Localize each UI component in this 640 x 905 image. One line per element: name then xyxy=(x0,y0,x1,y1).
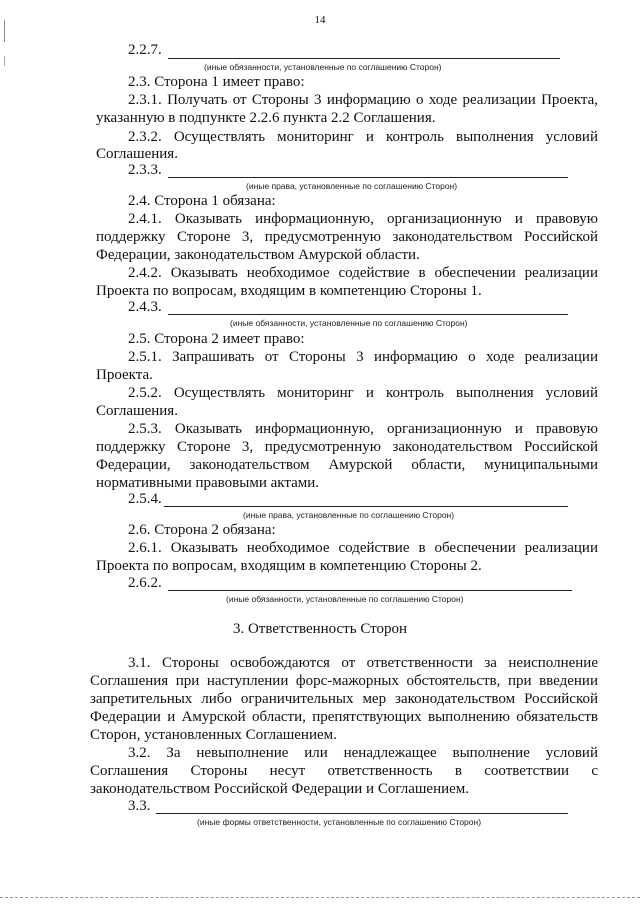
clause-2-5-3-cont: Федерации, законодательством Амурской области, муниципальными xyxy=(96,457,598,473)
page-number: 14 xyxy=(314,14,326,26)
clause-2-4: 2.4. Сторона 1 обязана: xyxy=(128,193,276,209)
clause-2-6-1: 2.6.1. Оказывать необходимое содействие в обеспечении реализации xyxy=(128,540,598,556)
fill-line xyxy=(168,177,568,178)
clause-3-1-cont: запретительных либо ограничительных мер законодательством Российской xyxy=(90,691,598,707)
clause-2-5-3-cont: нормативными правовыми актами. xyxy=(96,475,320,491)
clause-2-4-2: 2.4.2. Оказывать необходимое содействие в обеспечении реализации xyxy=(128,265,598,281)
fill-line xyxy=(168,590,572,591)
clause-2-5-1: 2.5.1. Запрашивать от Стороны 3 информацию о ходе реализации xyxy=(128,349,598,365)
clause-3-1: 3.1. Стороны освобождаются от ответственности за неисполнение xyxy=(128,655,598,671)
clause-2-5-1-cont: Проекта. xyxy=(96,367,153,383)
clause-2-5-2-cont: Соглашения. xyxy=(96,403,178,419)
clause-3-2: 3.2. За невыполнение или ненадлежащее выполнение условий xyxy=(128,745,598,761)
clause-2-4-1-cont: Федерации, законодательством Амурской области. xyxy=(96,247,420,263)
clause-2-6-1-cont: Проекта по вопросам, входящим в компетенцию Стороны 2. xyxy=(96,558,482,574)
clause-2-2-7: 2.2.7. xyxy=(128,42,162,58)
clause-2-3-1-cont: указанную в подпункте 2.2.6 пункта 2.2 Соглашения. xyxy=(96,110,436,126)
clause-2-5-4: 2.5.4. xyxy=(128,491,162,507)
clause-3-1-cont: Соглашения при наступлении форс-мажорных обстоятельств, при введении xyxy=(90,673,598,689)
fill-line xyxy=(168,58,560,59)
fill-line xyxy=(164,506,568,507)
scan-edge xyxy=(0,897,640,898)
clause-2-4-1-cont: поддержку Стороне 3, предусмотренную законодательством Российской xyxy=(96,229,598,245)
fill-note: (иные права, установленные по соглашению Сторон) xyxy=(246,181,458,191)
clause-2-3-2-cont: Соглашения. xyxy=(96,146,178,162)
fill-line xyxy=(156,813,568,814)
section-heading: 3. Ответственность Сторон xyxy=(232,621,408,637)
clause-2-4-2-cont: Проекта по вопросам, входящим в компетенцию Стороны 1. xyxy=(96,283,482,299)
clause-3-1-cont: Сторон, установленных Соглашением. xyxy=(90,727,337,743)
fill-line xyxy=(168,314,568,315)
clause-2-5-3: 2.5.3. Оказывать информационную, организационную и правовую xyxy=(128,421,598,437)
clause-2-4-3: 2.4.3. xyxy=(128,299,162,315)
fill-note: (иные обязанности, установленные по соглашению Сторон) xyxy=(204,62,442,72)
clause-2-4-1: 2.4.1. Оказывать информационную, организационную и правовую xyxy=(128,211,598,227)
clause-2-6-2: 2.6.2. xyxy=(128,575,162,591)
clause-2-3: 2.3. Сторона 1 имеет право: xyxy=(128,74,305,90)
fill-note: (иные права, установленные по соглашению Сторон) xyxy=(243,510,455,520)
clause-3-2-cont: законодательством Российской Федерации и Соглашением. xyxy=(90,781,470,797)
clause-2-5: 2.5. Сторона 2 имеет право: xyxy=(128,331,305,347)
clause-2-3-2: 2.3.2. Осуществлять мониторинг и контроль выполнения условий xyxy=(128,129,598,145)
clause-3-3: 3.3. xyxy=(128,798,151,814)
clause-2-3-1: 2.3.1. Получать от Стороны 3 информацию о ходе реализации Проекта, xyxy=(128,92,598,108)
clause-3-2-cont: Соглашения Стороны несут ответственность в соответствии с xyxy=(90,763,598,779)
clause-3-1-cont: Федерации и Амурской области, препятствующих выполнению обязательств xyxy=(90,709,598,725)
fill-note: (иные формы ответственности, установленные по соглашению Сторон) xyxy=(197,817,482,827)
fill-note: (иные обязанности, установленные по соглашению Сторон) xyxy=(230,318,468,328)
scan-mark xyxy=(4,56,5,66)
clause-2-6: 2.6. Сторона 2 обязана: xyxy=(128,522,276,538)
clause-2-5-3-cont: поддержку Стороне 3, предусмотренную законодательством Российской xyxy=(96,439,598,455)
clause-2-3-3: 2.3.3. xyxy=(128,162,162,178)
fill-note: (иные обязанности, установленные по соглашению Сторон) xyxy=(226,594,464,604)
clause-2-5-2: 2.5.2. Осуществлять мониторинг и контроль выполнения условий xyxy=(128,385,598,401)
